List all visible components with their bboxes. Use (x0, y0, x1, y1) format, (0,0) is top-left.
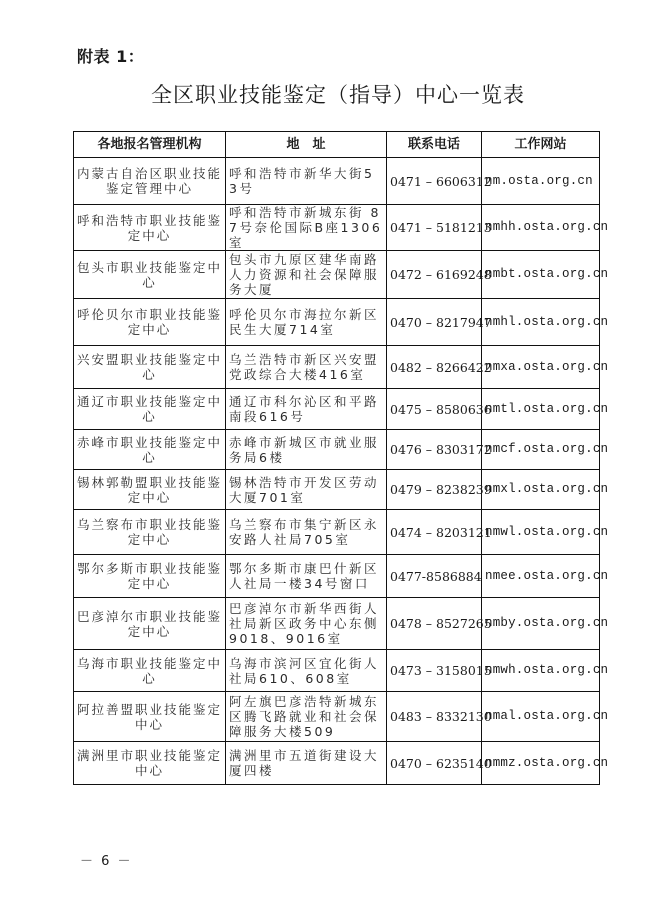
phone-cell: 0475 – 8580636 (387, 389, 482, 430)
table-row (74, 430, 600, 470)
phone-cell: 0482 – 8266422 (387, 346, 482, 389)
organization-cell: 通辽市职业技能鉴定中心 (74, 389, 226, 430)
website-cell: nmtl.osta.org.cn (482, 389, 600, 430)
organization-cell: 鄂尔多斯市职业技能鉴定中心 (74, 555, 226, 598)
address-cell: 乌海市滨河区宜化街人社局610、608室 (226, 650, 387, 692)
phone-cell: 0473 – 3158015 (387, 650, 482, 692)
website-cell: nmwh.osta.org.cn (482, 650, 600, 692)
table-row (74, 299, 600, 346)
address-cell: 通辽市科尔沁区和平路南段616号 (226, 389, 387, 430)
table-row (74, 510, 600, 555)
phone-cell: 0471 – 5181213 (387, 205, 482, 251)
table-row (74, 251, 600, 299)
organization-cell: 包头市职业技能鉴定中心 (74, 251, 226, 299)
document-title: 全区职业技能鉴定（指导）中心一览表 (151, 83, 525, 107)
website-cell: nmxl.osta.org.cn (482, 470, 600, 510)
table-row (74, 346, 600, 389)
phone-cell: 0476 – 8303172 (387, 430, 482, 470)
phone-cell: 0479 – 8238239 (387, 470, 482, 510)
table-row (74, 692, 600, 742)
phone-cell: 0470 – 6235140 (387, 742, 482, 785)
table-row (74, 158, 600, 205)
phone-cell: 0477-8586884 (387, 555, 482, 598)
address-cell: 乌兰浩特市新区兴安盟党政综合大楼416室 (226, 346, 387, 389)
website-cell: nmxa.osta.org.cn (482, 346, 600, 389)
address-cell: 锡林浩特市开发区劳动大厦701室 (226, 470, 387, 510)
address-cell: 鄂尔多斯市康巴什新区人社局一楼34号窗口 (226, 555, 387, 598)
attachment-label: 附表 1： (77, 47, 145, 66)
organization-cell: 锡林郭勒盟职业技能鉴定中心 (74, 470, 226, 510)
header-address: 地 址 (226, 132, 387, 158)
organization-cell: 赤峰市职业技能鉴定中心 (74, 430, 226, 470)
phone-cell: 0483 – 8332130 (387, 692, 482, 742)
page-number: － 6 － (80, 854, 133, 869)
website-cell: nmwl.osta.org.cn (482, 510, 600, 555)
address-cell: 满洲里市五道街建设大厦四楼 (226, 742, 387, 785)
table-row (74, 555, 600, 598)
website-cell: nmhh.osta.org.cn (482, 205, 600, 251)
table-row (74, 598, 600, 650)
phone-cell: 0478 – 8527265 (387, 598, 482, 650)
phone-cell: 0471 – 6606312 (387, 158, 482, 205)
website-cell: nmcf.osta.org.cn (482, 430, 600, 470)
organization-cell: 巴彦淖尔市职业技能鉴定中心 (74, 598, 226, 650)
website-cell: nmhl.osta.org.cn (482, 299, 600, 346)
website-cell: nm.osta.org.cn (482, 158, 600, 205)
phone-cell: 0470 – 8217947 (387, 299, 482, 346)
address-cell: 包头市九原区建华南路人力资源和社会保障服务大厦 (226, 251, 387, 299)
website-cell: nmee.osta.org.cn (482, 555, 600, 598)
header-website: 工作网站 (482, 132, 600, 158)
centers-table (73, 131, 609, 785)
table-row (74, 470, 600, 510)
organization-cell: 呼和浩特市职业技能鉴定中心 (74, 205, 226, 251)
table-row (74, 742, 600, 785)
address-cell: 巴彦淖尔市新华西街人社局新区政务中心东侧 9018、9016室 (226, 598, 387, 650)
address-cell: 呼和浩特市新城东街 87号奈伦国际B座1306室 (226, 205, 387, 251)
address-cell: 呼伦贝尔市海拉尔新区民生大厦714室 (226, 299, 387, 346)
website-cell: nmby.osta.org.cn (482, 598, 600, 650)
organization-cell: 乌兰察布市职业技能鉴定中心 (74, 510, 226, 555)
organization-cell: 乌海市职业技能鉴定中心 (74, 650, 226, 692)
address-cell: 阿左旗巴彦浩特新城东区腾飞路就业和社会保障服务大楼509 (226, 692, 387, 742)
organization-cell: 呼伦贝尔市职业技能鉴定中心 (74, 299, 226, 346)
phone-cell: 0474 – 8203121 (387, 510, 482, 555)
website-cell: nmal.osta.org.cn (482, 692, 600, 742)
table-row (74, 650, 600, 692)
phone-cell: 0472 – 6169248 (387, 251, 482, 299)
organization-cell: 满洲里市职业技能鉴定中心 (74, 742, 226, 785)
table-row (74, 205, 600, 251)
header-phone: 联系电话 (387, 132, 482, 158)
website-cell: nmmz.osta.org.cn (482, 742, 600, 785)
table-header-row (74, 132, 600, 158)
table-row (74, 389, 600, 430)
organization-cell: 内蒙古自治区职业技能鉴定管理中心 (74, 158, 226, 205)
organization-cell: 兴安盟职业技能鉴定中心 (74, 346, 226, 389)
header-organization: 各地报名管理机构 (74, 132, 226, 158)
address-cell: 乌兰察布市集宁新区永安路人社局705室 (226, 510, 387, 555)
website-cell: nmbt.osta.org.cn (482, 251, 600, 299)
address-cell: 赤峰市新城区市就业服务局6楼 (226, 430, 387, 470)
organization-cell: 阿拉善盟职业技能鉴定中心 (74, 692, 226, 742)
address-cell: 呼和浩特市新华大街53号 (226, 158, 387, 205)
